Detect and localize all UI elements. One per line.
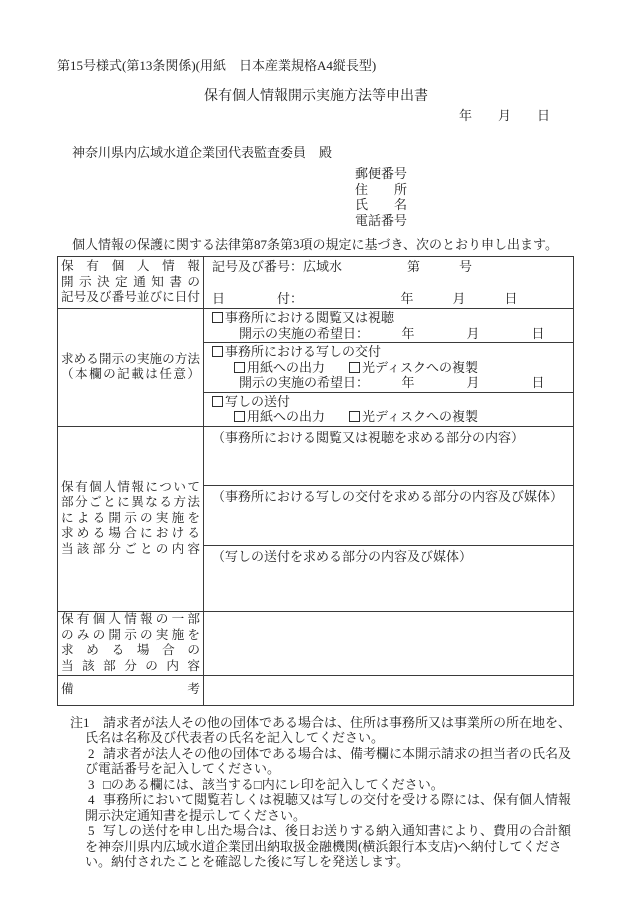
note-text: □のある欄には、該当する□内にレ印を記入してください。 (103, 776, 444, 792)
partial-copy-delivery-section: （事務所における写しの交付を求める部分の内容及び媒体） (204, 485, 573, 545)
partial-disclosure-row (58, 426, 573, 611)
applicant-row (355, 166, 575, 182)
method-options-cell (204, 309, 573, 426)
header-line: （本欄の記載は任意） (61, 367, 200, 382)
notice-number-line: 記号及び番号：広域水 第 号 (212, 259, 473, 274)
header-line: 求める場合における (61, 526, 200, 541)
header-line: 保有個人情報 (61, 259, 200, 273)
note-item (57, 777, 575, 793)
option-label: 事務所における閲覧又は視聴 (225, 310, 395, 325)
sub-option-label: 光ディスクへの複製 (362, 409, 478, 424)
note-item (57, 746, 575, 777)
intro-sentence: 個人情報の保護に関する法律第87条第3項の規定に基づき、次のとおり申し出ます。 (72, 237, 558, 252)
part-only-row-header (58, 612, 204, 675)
optical-disc-checkbox[interactable] (349, 362, 360, 373)
address-label: 住所 (355, 181, 407, 197)
option-label: 写しの送付 (225, 393, 291, 409)
sub-option-line (212, 409, 565, 425)
copy-delivery-checkbox[interactable] (212, 346, 223, 357)
partial-copy-mailing-section: （写しの送付を求める部分の内容及び媒体） (204, 545, 573, 611)
header-line: 記号及び番号並びに日付 (61, 290, 200, 304)
sub-option-label: 光ディスクへの複製 (362, 359, 478, 375)
option-copy-delivery-cell (204, 342, 573, 392)
option-line (212, 394, 565, 410)
partial-sections-cell (204, 427, 573, 611)
note-item (57, 715, 575, 746)
note-label: 3 (88, 776, 95, 792)
form-table (57, 256, 574, 706)
header-line: 備考 (61, 682, 200, 697)
desired-date-line: 開示の実施の希望日： 年 月 日 (239, 325, 545, 341)
note-label: 注1 (70, 714, 90, 730)
note-text: 事務所において閲覧若しくは視聴又は写しの交付を受ける際には、保有個人情報開示決定通知書を提示してください。 (85, 792, 572, 823)
applicant-row (355, 197, 575, 213)
method-row-header (58, 309, 204, 426)
applicant-info-block (355, 166, 575, 228)
note-text: 写しの送付を申し出た場合は、後日お送りする納入通知書により、費用の合計額を神奈川県内広域水道企業団出納取扱金融機関(横浜銀行本支店)へ納付してください。納付されたことを確認した後に写しを発送します。 (85, 823, 572, 869)
copy-mailing-checkbox[interactable] (212, 396, 223, 407)
note-label: 2 (88, 745, 95, 761)
postal-code-label: 郵便番号 (355, 166, 408, 181)
viewing-checkbox[interactable] (212, 312, 223, 323)
part-only-row (58, 611, 573, 675)
option-label: 事務所における写しの交付 (225, 344, 382, 359)
notice-date-line: 日 付： 年 月 日 (212, 290, 518, 306)
header-line: 部分ごとに異なる方法 (61, 495, 200, 510)
option-line (212, 310, 565, 326)
note-item (57, 823, 575, 870)
header-line: 当該部分の内容 (61, 658, 200, 673)
note-label: 4 (88, 792, 95, 807)
phone-label: 電話番号 (355, 212, 408, 228)
form-number-line: 第15号様式(第13条関係)(用紙 日本産業規格A4縦長型) (57, 58, 377, 73)
note-label: 5 (88, 823, 95, 838)
remarks-row (58, 675, 573, 705)
option-viewing-cell (204, 309, 573, 342)
header-line: のみの開示の実施を (61, 627, 200, 642)
applicant-row (355, 182, 575, 198)
page-title: 保有個人情報開示実施方法等申出書 (204, 89, 428, 104)
header-line: 保有個人情報の一部 (61, 612, 200, 626)
sub-option-label: 用紙への出力 (247, 359, 326, 375)
paper-output-checkbox[interactable] (234, 362, 245, 373)
part-only-cell (204, 612, 573, 675)
note-item (57, 792, 575, 823)
sub-option-label: 用紙への出力 (247, 409, 326, 424)
name-label: 氏名 (355, 197, 407, 212)
addressee-line: 神奈川県内広域水道企業団代表監査委員 殿 (72, 145, 333, 160)
option-copy-mailing-cell (204, 392, 573, 426)
applicant-row (355, 213, 575, 229)
remarks-cell (204, 676, 573, 705)
notice-number-row (58, 257, 573, 308)
paper-output-checkbox[interactable] (234, 411, 245, 422)
header-line: 開示決定通知書の (61, 274, 200, 289)
notes-section (57, 715, 575, 870)
note-text: 請求者が法人その他の団体である場合は、住所は事務所又は事業所の所在地を、氏名は名称及び代表者の氏名を記入してください。 (85, 714, 572, 745)
sub-option-line (212, 360, 565, 376)
header-line: による開示の実施を (61, 510, 200, 525)
partial-row-header (58, 427, 204, 611)
remarks-row-header (58, 676, 204, 705)
note-text: 請求者が法人その他の団体である場合は、備考欄に本開示請求の担当者の氏名及び電話番号を記入してください。 (85, 745, 572, 776)
header-line: 保有個人情報について (61, 479, 200, 494)
date-line: 年 月 日 (458, 108, 550, 123)
desired-date-line: 開示の実施の希望日： 年 月 日 (239, 375, 545, 390)
optical-disc-checkbox[interactable] (349, 411, 360, 422)
header-line: 当該部分ごとの内容 (61, 541, 200, 556)
notice-row-header (58, 257, 204, 308)
header-line: 求める場合の (61, 643, 200, 657)
partial-viewing-section: （事務所における閲覧又は視聴を求める部分の内容） (212, 429, 525, 445)
header-line: 求める開示の実施の方法 (61, 351, 200, 366)
notice-number-cell (204, 257, 573, 308)
option-line (212, 344, 565, 360)
method-row (58, 308, 573, 426)
